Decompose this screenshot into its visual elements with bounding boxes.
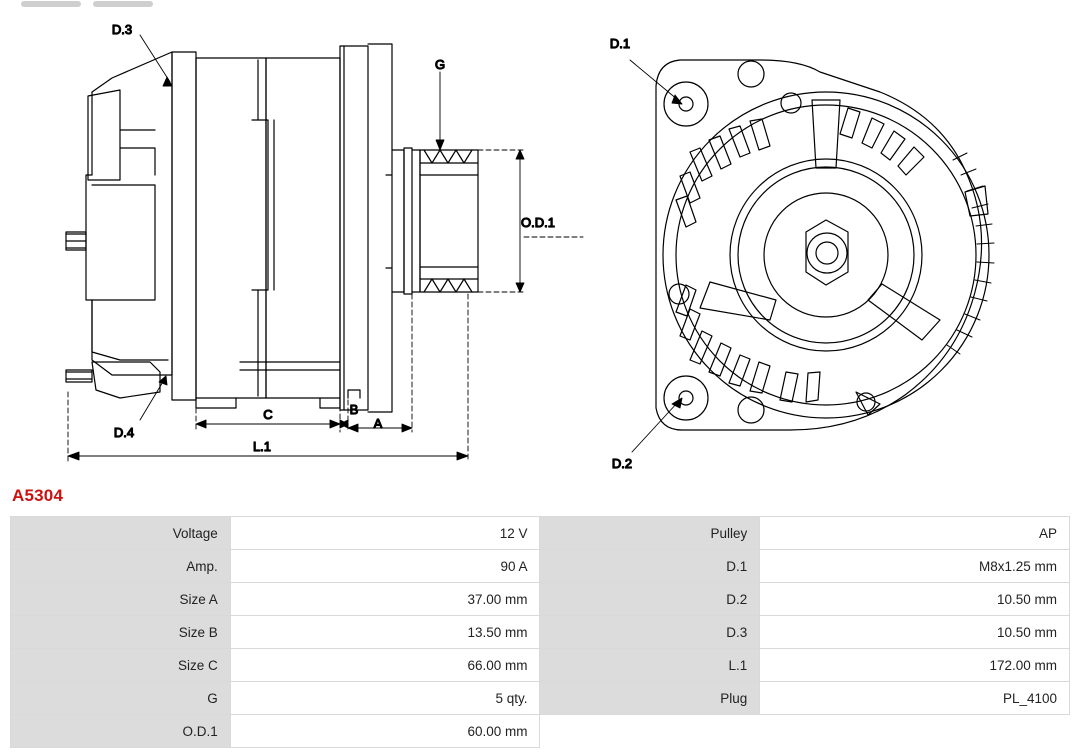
svg-text:D.2: D.2: [611, 456, 633, 471]
spec-value: 5 qty.: [230, 682, 540, 715]
specification-table: [10, 516, 1070, 748]
spec-value: 60.00 mm: [230, 715, 540, 748]
spec-empty-cell: [540, 715, 760, 748]
spec-value: PL_4100: [760, 682, 1070, 715]
spec-label: Size B: [11, 616, 231, 649]
spec-value: AP: [760, 517, 1070, 550]
table-row: [11, 550, 1070, 583]
svg-text:B: B: [349, 402, 359, 417]
svg-text:D.3: D.3: [111, 22, 133, 37]
svg-text:G: G: [434, 57, 446, 72]
spec-label: Pulley: [540, 517, 760, 550]
spec-label: Size C: [11, 649, 231, 682]
spec-value: 90 A: [230, 550, 540, 583]
table-row: [11, 715, 1070, 748]
spec-label: D.3: [540, 616, 760, 649]
spec-value: 66.00 mm: [230, 649, 540, 682]
svg-text:L.1: L.1: [252, 439, 272, 454]
spec-value: 10.50 mm: [760, 616, 1070, 649]
spec-label: Plug: [540, 682, 760, 715]
svg-text:D.1: D.1: [609, 36, 631, 51]
spec-value: 10.50 mm: [760, 583, 1070, 616]
part-number: A5304: [12, 486, 64, 505]
table-row: [11, 682, 1070, 715]
svg-text:C: C: [263, 407, 273, 422]
spec-value: 37.00 mm: [230, 583, 540, 616]
table-row: [11, 616, 1070, 649]
spec-value: 12 V: [230, 517, 540, 550]
spec-label: Amp.: [11, 550, 231, 583]
svg-text:D.4: D.4: [113, 425, 135, 440]
table-row: [11, 583, 1070, 616]
spec-label: Size A: [11, 583, 231, 616]
spec-value: 13.50 mm: [230, 616, 540, 649]
spec-label: Voltage: [11, 517, 231, 550]
spec-label: D.2: [540, 583, 760, 616]
svg-text:A: A: [373, 416, 383, 431]
spec-value: M8x1.25 mm: [760, 550, 1070, 583]
spec-label: L.1: [540, 649, 760, 682]
spec-empty-cell: [760, 715, 1070, 748]
table-row: [11, 517, 1070, 550]
svg-text:O.D.1: O.D.1: [521, 215, 555, 230]
spec-label: O.D.1: [11, 715, 231, 748]
spec-value: 172.00 mm: [760, 649, 1070, 682]
table-row: [11, 649, 1070, 682]
spec-label: G: [11, 682, 231, 715]
spec-label: D.1: [540, 550, 760, 583]
